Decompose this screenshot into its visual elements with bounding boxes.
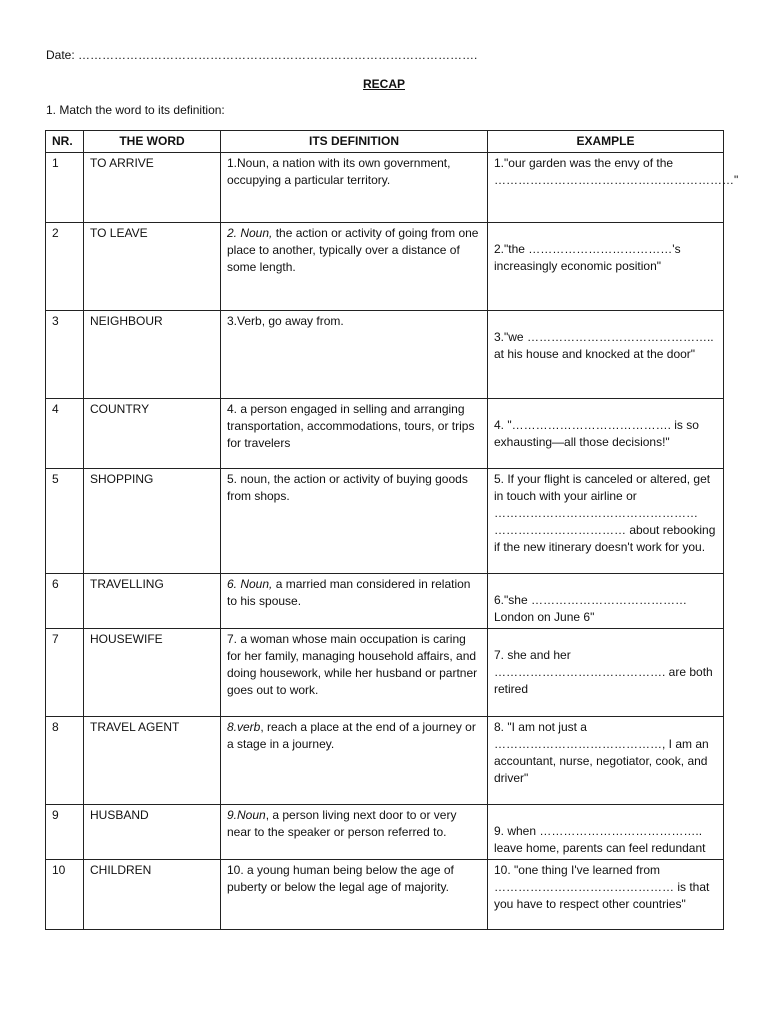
- row-word: HOUSEWIFE: [84, 629, 221, 717]
- definition-text: 3.Verb, go away from.: [227, 314, 344, 328]
- row-number: 6: [46, 574, 84, 629]
- row-example: [488, 399, 724, 469]
- row-definition: [221, 469, 488, 574]
- row-definition: [221, 717, 488, 805]
- definition-text: 10. a young human being below the age of puberty or below the legal age of majority.: [227, 863, 454, 894]
- row-example: [488, 153, 739, 223]
- table-row: [46, 860, 724, 930]
- table-row: [46, 629, 724, 717]
- row-word: TO ARRIVE: [84, 153, 221, 223]
- example-text: 4. "…………………………………. is so exhausting—all those decisions!": [494, 418, 699, 449]
- row-word: NEIGHBOUR: [84, 311, 221, 399]
- row-definition: [221, 223, 488, 311]
- definition-lead: 8.verb: [227, 720, 261, 734]
- example-text: 6."she ………………………………… London on June 6": [494, 593, 687, 624]
- table-row: [46, 805, 724, 860]
- row-definition: [221, 860, 488, 930]
- definition-text: 4. a person engaged in selling and arranging transportation, accommodations, tours, or trips for travelers: [227, 402, 475, 450]
- header-definition: ITS DEFINITION: [221, 131, 488, 153]
- table-row: [46, 574, 724, 629]
- definition-text: the action or activity of going from one place to another, typically over a distance of some length.: [227, 226, 479, 274]
- table-row: [46, 469, 724, 574]
- example-text: 1."our garden was the envy of the ……………………………………………………": [494, 156, 739, 187]
- row-number: 9: [46, 805, 84, 860]
- definition-lead: 6. Noun,: [227, 577, 273, 591]
- table-row: [46, 223, 724, 311]
- definition-text: 1.Noun, a nation with its own government, occupying a particular territory.: [227, 156, 451, 187]
- row-definition: [221, 311, 488, 399]
- row-word: CHILDREN: [84, 860, 221, 930]
- row-word: SHOPPING: [84, 469, 221, 574]
- row-definition: [221, 399, 488, 469]
- row-word: TO LEAVE: [84, 223, 221, 311]
- date-line: Date: ……………………………………………………………………………………….: [46, 48, 478, 62]
- row-example: [488, 469, 724, 574]
- row-word: HUSBAND: [84, 805, 221, 860]
- header-example: EXAMPLE: [488, 131, 724, 153]
- exercise-instruction: 1. Match the word to its definition:: [46, 103, 225, 117]
- row-word: TRAVEL AGENT: [84, 717, 221, 805]
- definition-lead: 9.Noun: [227, 808, 266, 822]
- definition-lead: 2. Noun,: [227, 226, 273, 240]
- example-text: 5. If your flight is canceled or altered, get in touch with your airline or …………………………………………… …………………………… about rebooking if the new itinerary doesn't work for you.: [494, 472, 716, 554]
- table-row: [46, 717, 724, 805]
- table-row: [46, 153, 724, 223]
- example-text: 9. when ………………………………….. leave home, parents can feel redundant: [494, 824, 706, 855]
- example-text: 8. "I am not just a ……………………………………, I am an accountant, nurse, negotiator, cook, and driver": [494, 720, 709, 785]
- row-number: 3: [46, 311, 84, 399]
- row-definition: [221, 153, 488, 223]
- example-text: 3."we ……………………………………….. at his house and knocked at the door": [494, 330, 714, 361]
- row-example: [488, 223, 724, 311]
- page-title: RECAP: [362, 77, 405, 91]
- row-number: 4: [46, 399, 84, 469]
- header-nr: NR.: [46, 131, 84, 153]
- header-word: THE WORD: [84, 131, 221, 153]
- definition-text: 5. noun, the action or activity of buying goods from shops.: [227, 472, 468, 503]
- row-number: 2: [46, 223, 84, 311]
- definition-text: a married man considered in relation to his spouse.: [227, 577, 471, 608]
- table-row: [46, 399, 724, 469]
- row-number: 5: [46, 469, 84, 574]
- row-number: 1: [46, 153, 84, 223]
- row-definition: [221, 574, 488, 629]
- definition-text: , a person living next door to or very near to the speaker or person referred to.: [227, 808, 457, 839]
- row-number: 10: [46, 860, 84, 930]
- row-definition: [221, 805, 488, 860]
- definition-text: , reach a place at the end of a journey or a stage in a journey.: [227, 720, 476, 751]
- row-number: 7: [46, 629, 84, 717]
- table-row: [46, 311, 724, 399]
- row-word: COUNTRY: [84, 399, 221, 469]
- example-text: 10. "one thing I've learned from ……………………………………… is that you have to respect other countries": [494, 863, 710, 911]
- row-definition: [221, 629, 488, 717]
- definition-text: 7. a woman whose main occupation is caring for her family, managing household affairs, and doing housework, while her husband or partner goes out to work.: [227, 632, 478, 697]
- table-body: [46, 153, 739, 930]
- row-word: TRAVELLING: [84, 574, 221, 629]
- example-text: 2."the ………………………………'s increasingly economic position": [494, 242, 681, 273]
- row-number: 8: [46, 717, 84, 805]
- example-text: 7. she and her ……………………………………. are both retired: [494, 648, 713, 696]
- row-example: [488, 860, 724, 930]
- row-example: [488, 629, 724, 717]
- row-example: [488, 717, 724, 805]
- row-example: [488, 311, 724, 399]
- table-header-row: [46, 131, 724, 153]
- row-example: [488, 805, 724, 860]
- row-example: [488, 574, 724, 629]
- matching-table: [45, 130, 739, 930]
